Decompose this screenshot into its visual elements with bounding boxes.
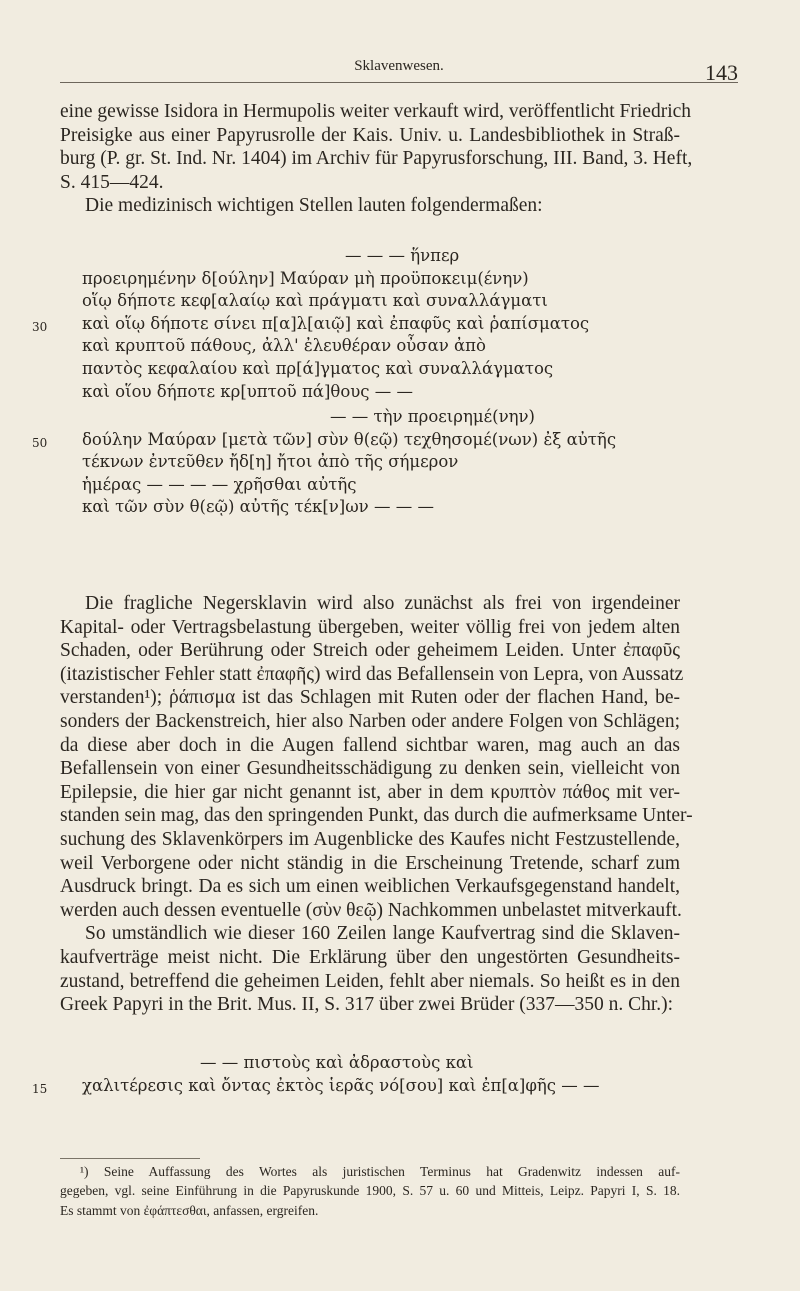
text-line: weil Verborgene oder nicht ständig in die Erscheinung Tretende, scharf zum xyxy=(60,852,680,874)
greek-line: καὶ κρυπτοῦ πάθους, ἀλλ' ἐλευθέραν οὖσαν ἀπὸ xyxy=(82,336,486,356)
footnote-rule xyxy=(60,1158,200,1159)
footnote-line: ¹) Seine Auffassung des Wortes als juristischen Terminus hat Gradenwitz indessen auf- xyxy=(80,1164,680,1179)
greek-line: — — τὴν προειρημέ(νην) xyxy=(330,407,535,426)
greek-line: δούλην Μαύραν [μετὰ τῶν] σὺν θ(εῷ) τεχθησομέ(νων) ἐξ αὐτῆς xyxy=(82,429,617,449)
main-paragraph xyxy=(60,592,693,1017)
line-number: 30 xyxy=(32,319,48,334)
greek-line: καὶ οἵῳ δήποτε σίνει π[α]λ[αιῷ] καὶ ἐπαφῦς καὶ ῥαπίσματος xyxy=(82,313,590,333)
greek-line: καὶ τῶν σὺν θ(εῷ) αὐτῆς τέκ[ν]ων — — — xyxy=(82,497,434,517)
greek-line: παντὸς κεφαλαίου καὶ πρ[ά]γματος καὶ συναλλάγματος xyxy=(82,358,554,378)
footnote-line: Es stammt von ἐφάπτεσθαι, anfassen, ergreifen. xyxy=(60,1202,319,1218)
text-line: standen sein mag, das den springenden Punkt, das durch die aufmerksame Unter- xyxy=(60,805,693,827)
text-line: Schaden, oder Berührung oder Streich oder geheimem Leiden. Unter ἐπαφῦς xyxy=(60,640,680,662)
greek-line: χαλιτέρεσις καὶ ὄντας ἐκτὸς ἱερᾶς νό[σου] καὶ ἐπ[α]φῆς — — xyxy=(82,1075,600,1095)
text-line: Kapital- oder Vertragsbelastung übergeben, weiter völlig frei von jedem alten xyxy=(60,616,680,638)
text-line: Die medizinisch wichtigen Stellen lauten folgendermaßen: xyxy=(85,195,543,217)
text-line: Epilepsie, die hier gar nicht genannt ist, aber in dem κρυπτὸν πάθος mit ver- xyxy=(60,781,680,803)
text-line: kaufverträge meist nicht. Die Erklärung über den ungestörten Gesundheits- xyxy=(60,946,680,968)
text-line: eine gewisse Isidora in Hermupolis weiter verkauft wird, veröffentlicht Friedrich xyxy=(60,101,692,122)
greek-line: καὶ οἵου δήποτε κρ[υπτοῦ πά]θους — — xyxy=(82,381,414,401)
greek-line: ἡμέρας — — — — χρῆσθαι αὐτῆς xyxy=(82,474,357,494)
intro-paragraph xyxy=(60,100,693,218)
text-line: Befallensein von einer Gesundheitsschädigung zu denken sein, vielleicht von xyxy=(60,758,680,780)
text-line: Ausdruck bringt. Da es sich um einen weiblichen Verkaufsgegenstand handelt, xyxy=(60,876,680,898)
greek-quote-2 xyxy=(32,406,617,519)
text-line: da diese aber doch in die Augen fallend sichtbar waren, mag auch an das xyxy=(60,734,680,756)
footnote xyxy=(60,1162,680,1220)
text-line: S. 415—424. xyxy=(60,171,164,193)
text-line: werden auch dessen eventuelle (σὺν θεῷ) Nachkommen unbelastet mitverkauft. xyxy=(60,899,682,921)
text-line: sonders der Backenstreich, hier also Narben oder andere Folgen von Schlägen; xyxy=(60,710,680,732)
greek-line: — — πιστοὺς καὶ ἀδραστοὺς καὶ xyxy=(200,1053,474,1072)
greek-line: τέκνων ἐντεῦθεν ἤδ[η] ἤτοι ἀπὸ τῆς σήμερον xyxy=(82,452,459,472)
line-number: 50 xyxy=(32,435,48,450)
header-rule xyxy=(60,82,738,83)
greek-line: — — — ἥνπερ xyxy=(345,246,460,265)
text-line: So umständlich wie dieser 160 Zeilen lange Kaufvertrag sind die Sklaven- xyxy=(85,923,680,945)
greek-quote-1 xyxy=(32,245,590,403)
text-line: suchung des Sklavenkörpers im Augenblicke des Kaufes nicht Festzustellende, xyxy=(60,828,680,850)
greek-line: προειρημένην δ[ούλην] Μαύραν μὴ προϋποκειμ(ένην) xyxy=(82,268,529,288)
greek-quote-3 xyxy=(32,1052,600,1097)
text-line: zustand, betreffend die geheimen Leiden, fehlt aber niemals. So heißt es in den xyxy=(60,970,680,992)
line-number: 15 xyxy=(32,1081,48,1096)
running-head: Sklavenwesen. xyxy=(354,58,444,74)
text-line: Die fragliche Negersklavin wird also zunächst als frei von irgendeiner xyxy=(85,593,680,614)
text-line: Preisigke aus einer Papyrusrolle der Kais. Univ. u. Landesbibliothek in Straß- xyxy=(60,124,680,146)
text-line: Greek Papyri in the Brit. Mus. II, S. 317 über zwei Brüder (337—350 n. Chr.): xyxy=(60,994,674,1016)
text-line: verstanden¹); ῥάπισμα ist das Schlagen mit Ruten oder der flachen Hand, be- xyxy=(60,687,680,709)
text-line: burg (P. gr. St. Ind. Nr. 1404) im Archiv für Papyrusforschung, III. Band, 3. Heft, xyxy=(60,148,693,170)
text-line: (itazistischer Fehler statt ἐπαφῆς) wird das Befallensein von Lepra, von Aussatz xyxy=(60,663,684,685)
greek-line: οἵῳ δήποτε κεφ[αλαίῳ καὶ πράγματι καὶ συναλλάγματι xyxy=(82,291,548,311)
page-number: 143 xyxy=(705,60,738,85)
footnote-line: gegeben, vgl. seine Einführung in die Papyruskunde 1900, S. 57 u. 60 und Mitteis, Leipz. Papyri I, S. 18. xyxy=(60,1183,680,1199)
page-header xyxy=(60,58,738,84)
